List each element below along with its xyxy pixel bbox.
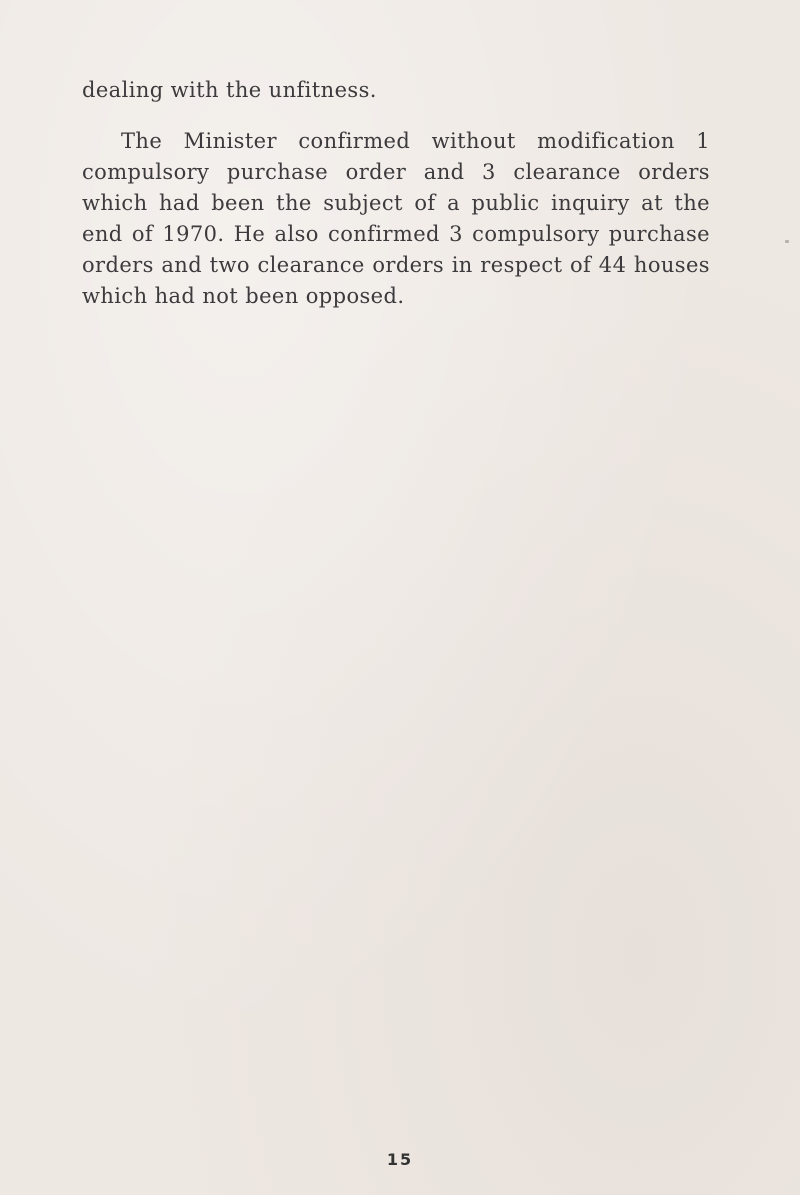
continuation-line: dealing with the unfitness.	[82, 78, 377, 102]
paper-speck	[785, 240, 789, 243]
page-number: 15	[386, 1150, 414, 1169]
body-paragraph: The Minister confirmed without modification 1 compulsory purchase order and 3 clearance orders which had been the subject of a public inquiry at the end of 1970. He also confirmed 3 compulsory purchase orders and two clearance orders in respect of 44 houses which had not been opposed.	[82, 129, 710, 308]
